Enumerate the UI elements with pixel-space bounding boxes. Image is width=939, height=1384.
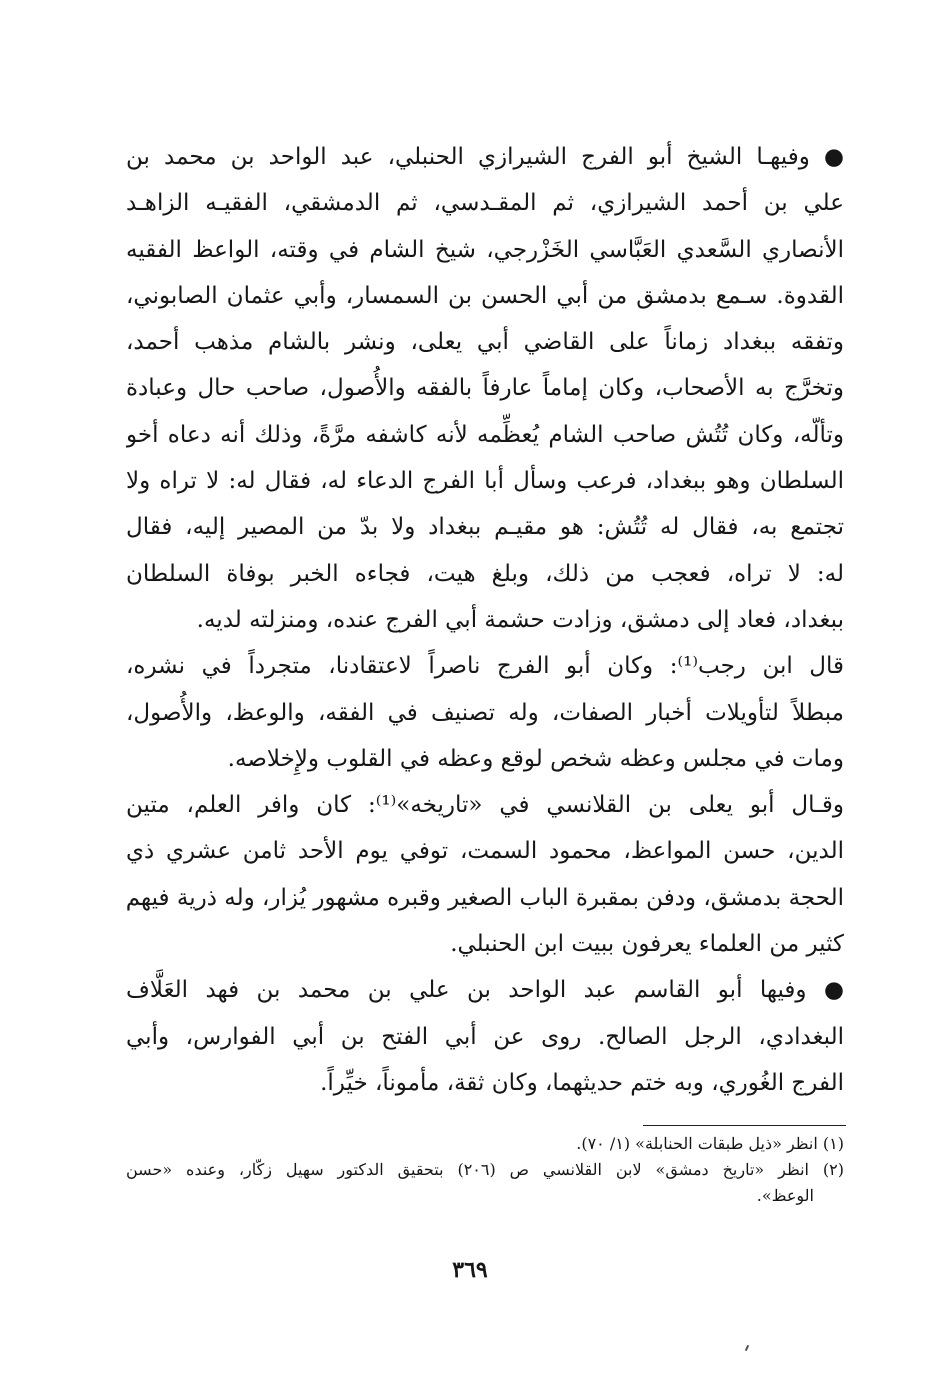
text-line: له: لا تراه، فعجب من ذلك، وبلغ هيت، فجاءه الخبر بوفاة السلطان	[126, 560, 844, 587]
text-line: علي بن أحمد الشيرازي، ثم المقـدسي، ثم الدمشقي، الفقيـه الزاهـد	[126, 190, 844, 217]
text-line: الفرج الغُوري، وبه ختم حديثهما، وكان ثقة، مأموناً، خيِّراً.	[320, 1069, 844, 1096]
footnotes	[126, 1131, 844, 1209]
page-number: ٣٦٩	[452, 1257, 488, 1283]
text-line: الأنصاري السَّعدي العَبَّاسي الخَزْرجي، شيخ الشام في وقته، الواعظ الفقيه	[126, 236, 844, 263]
text-line: وتفقه ببغداد زماناً على القاضي أبي يعلى، ونشر بالشام مذهب أحمد،	[126, 329, 844, 356]
main-text	[126, 134, 844, 1106]
text-line: الدين، حسن المواعظ، محمود السمت، توفي يوم الأحد ثامن عشري ذي	[126, 838, 844, 865]
text-line: قال ابن رجب⁽¹⁾: وكان أبو الفرج ناصراً لاعتقادنا، متجرداً في نشره،	[126, 653, 844, 680]
text-line: ومات في مجلس وعظه شخص لوقع وعظه في القلوب ولإِخلاصه.	[227, 745, 844, 772]
text-line: كثير من العلماء يعرفون ببيت ابن الحنبلي.	[450, 931, 844, 958]
text-line: تجتمع به، فقال له تُتُش: هو مقيـم ببغداد ولا بدّ من المصير إليه، فقال	[126, 514, 844, 541]
text-line: وتألّه، وكان تُتُش صاحب الشام يُعظِّمه لأنه كاشفه مرَّةً، وذلك أنه دعاه أخو	[126, 421, 844, 448]
text-line: ببغداد، فعاد إلى دمشق، وزادت حشمة أبي الفرج عنده، ومنزلته لديه.	[196, 606, 844, 633]
text-line: ● وفيهـا الشيخ أبو الفرج الشيرازي الحنبلي، عبد الواحد بن محمد بن	[126, 144, 844, 170]
footnote-1: (١) انظر «ذيل طبقات الحنابلة» (١/ ٧٠).	[576, 1134, 844, 1153]
footnote-2-continued: الوعظ».	[756, 1186, 814, 1205]
text-line: مبطلاً لتأويلات أخبار الصفات، وله تصنيف في الفقه، والوعظ، والأُصول،	[126, 699, 844, 726]
text-line: وقـال أبو يعلى بن القلانسي في «تاريخه»⁽¹⁾: كان وافر العلم، متين	[126, 792, 844, 819]
text-line: السلطان وهو ببغداد، فرعب وسأل أبا الفرج الدعاء له، فقال له: لا تراه ولا	[126, 468, 844, 495]
footnote-2: (٢) انظر «تاريخ دمشق» لابن القلانسي ص (٢٠٦) بتحقيق الدكتور سهيل زكّار، وعنده «حسن	[126, 1160, 844, 1179]
footnote-divider	[643, 1125, 846, 1126]
scan-mark	[745, 1345, 749, 1351]
text-line: ● وفيها أبو القاسم عبد الواحد بن علي بن محمد بن فهد العَلَّاف	[126, 977, 844, 1004]
text-line: البغدادي، الرجل الصالح. روى عن أبي الفتح بن أبي الفوارس، وأبي	[126, 1023, 844, 1050]
text-line: القدوة. سـمع بدمشق من أبي الحسن بن السمسار، وأبي عثمان الصابوني،	[126, 282, 844, 309]
text-line: وتخرَّج به الأصحاب، وكان إماماً عارفاً بالفقه والأُصول، صاحب حال وعبادة	[126, 375, 844, 402]
text-line: الحجة بدمشق، ودفن بمقبرة الباب الصغير وقبره مشهور يُزار، وله ذرية فيهم	[126, 884, 844, 911]
